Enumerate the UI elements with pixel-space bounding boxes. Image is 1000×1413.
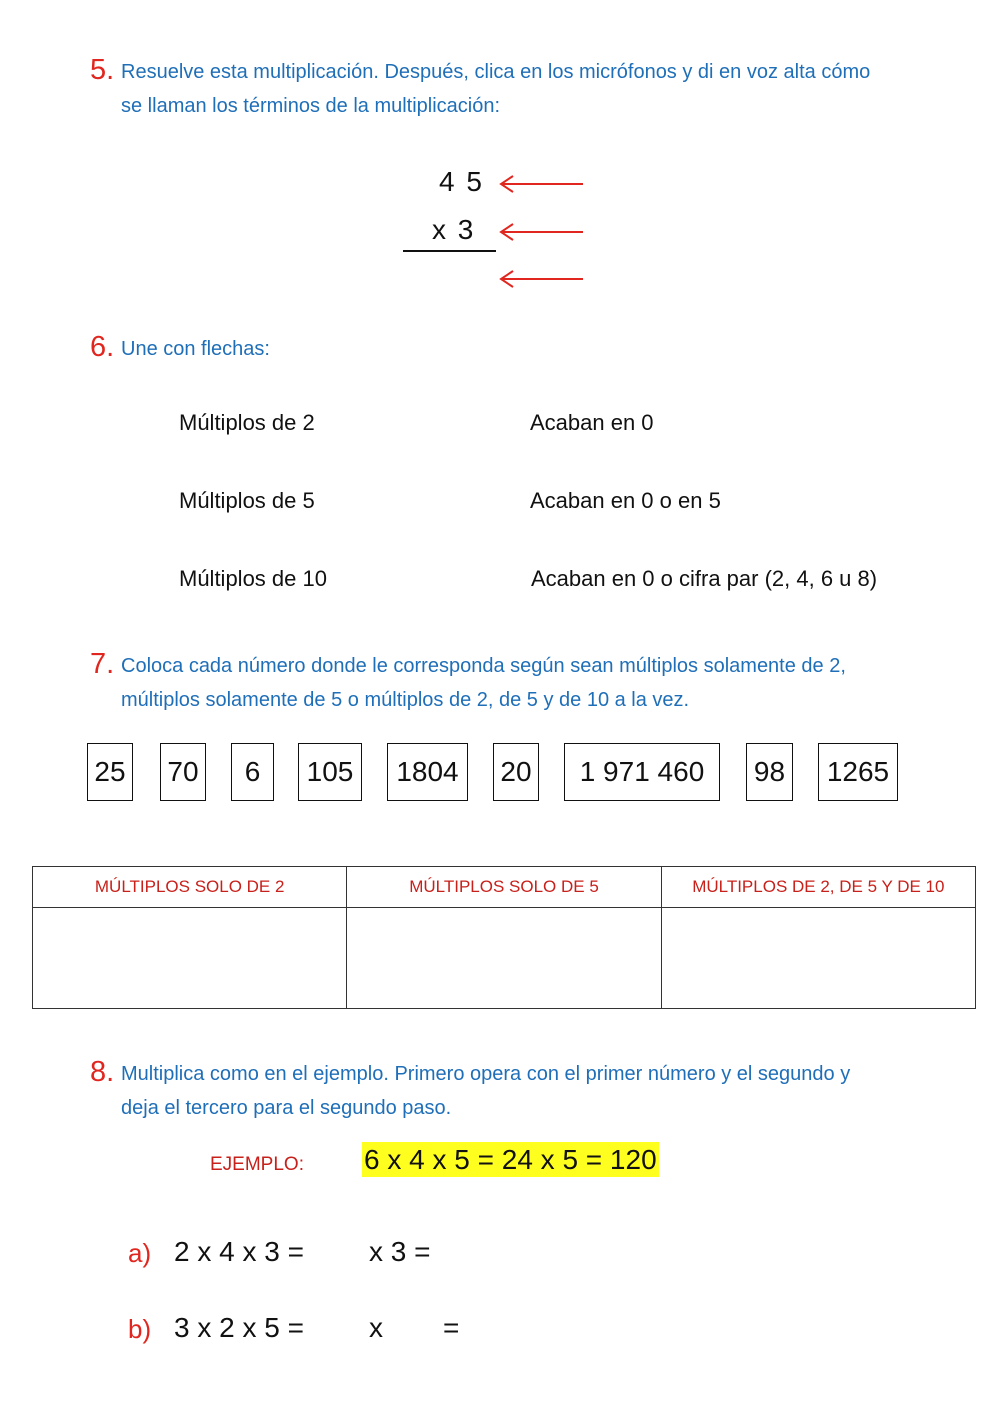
number-tile[interactable]: 6: [231, 743, 274, 801]
arrow-product[interactable]: [501, 271, 583, 287]
drop-zone-2-5-10[interactable]: [661, 908, 975, 1009]
left-item-multiples-5[interactable]: Múltiplos de 5: [179, 488, 315, 513]
number-tile[interactable]: 1804: [387, 743, 468, 801]
left-item-multiples-10[interactable]: Múltiplos de 10: [179, 566, 327, 591]
q6-instruction: Une con flechas:: [121, 338, 270, 360]
example-highlight: 6 x 4 x 5 = 24 x 5 = 120: [364, 1144, 657, 1175]
drop-zone-only-2[interactable]: [33, 908, 347, 1009]
arrow-multiplicand[interactable]: [501, 176, 583, 192]
q8-instruction-line1: Multiplica como en el ejemplo. Primero opera con el primer número y el segundo y: [121, 1063, 851, 1085]
item-a-answer[interactable]: x 3 =: [369, 1236, 431, 1267]
example-equation: [362, 1144, 659, 1176]
q8-number: 8.: [90, 1056, 115, 1088]
right-item-ends-0[interactable]: Acaban en 0: [530, 410, 654, 435]
item-b-expression: 3 x 2 x 5 =: [174, 1312, 304, 1343]
q5-number: 5.: [90, 54, 115, 86]
q5-instruction-line1: Resuelve esta multiplicación. Después, clica en los micrófonos y di en voz alta cómo: [121, 61, 871, 83]
right-item-ends-even[interactable]: Acaban en 0 o cifra par (2, 4, 6 u 8): [531, 566, 878, 591]
header-only-2: MÚLTIPLOS SOLO DE 2: [33, 867, 347, 908]
header-only-5: MÚLTIPLOS SOLO DE 5: [347, 867, 661, 908]
left-item-multiples-2[interactable]: Múltiplos de 2: [179, 410, 315, 435]
q7-number: 7.: [90, 648, 115, 680]
number-tile[interactable]: 20: [493, 743, 539, 801]
multiplier: x 3: [432, 214, 476, 245]
microphone-arrows: [495, 170, 587, 290]
number-tile[interactable]: 70: [160, 743, 206, 801]
number-tile[interactable]: 98: [746, 743, 793, 801]
multiplicand: 4 5: [439, 166, 484, 197]
number-tile[interactable]: 25: [87, 743, 133, 801]
right-item-ends-0-or-5[interactable]: Acaban en 0 o en 5: [530, 488, 721, 513]
number-tile[interactable]: 1265: [818, 743, 898, 801]
q7-instruction-line1: Coloca cada número donde le corresponda según sean múltiplos solamente de 2,: [121, 655, 846, 677]
table-drop-row: [33, 908, 976, 1009]
classification-table: [32, 866, 976, 1009]
example-label: EJEMPLO:: [210, 1154, 304, 1175]
number-tile[interactable]: 105: [298, 743, 362, 801]
item-a-expression: 2 x 4 x 3 =: [174, 1236, 304, 1267]
q8-instruction-line2: deja el tercero para el segundo paso.: [121, 1097, 452, 1119]
item-b-letter: b): [128, 1314, 152, 1344]
drop-zone-only-5[interactable]: [347, 908, 661, 1009]
q6-number: 6.: [90, 331, 115, 363]
header-2-5-10: MÚLTIPLOS DE 2, DE 5 Y DE 10: [661, 867, 975, 908]
item-a-letter: a): [128, 1238, 152, 1268]
q7-instruction-line2: múltiplos solamente de 5 o múltiplos de 2, de 5 y de 10 a la vez.: [121, 689, 690, 711]
number-tile[interactable]: 1 971 460: [564, 743, 720, 801]
item-b-times[interactable]: x: [369, 1312, 383, 1343]
multiplication-line: [403, 250, 496, 252]
arrow-multiplier[interactable]: [501, 224, 583, 240]
table-header-row: [33, 867, 976, 908]
item-b-equals[interactable]: =: [443, 1312, 460, 1343]
q5-instruction-line2: se llaman los términos de la multiplicación:: [121, 95, 501, 117]
